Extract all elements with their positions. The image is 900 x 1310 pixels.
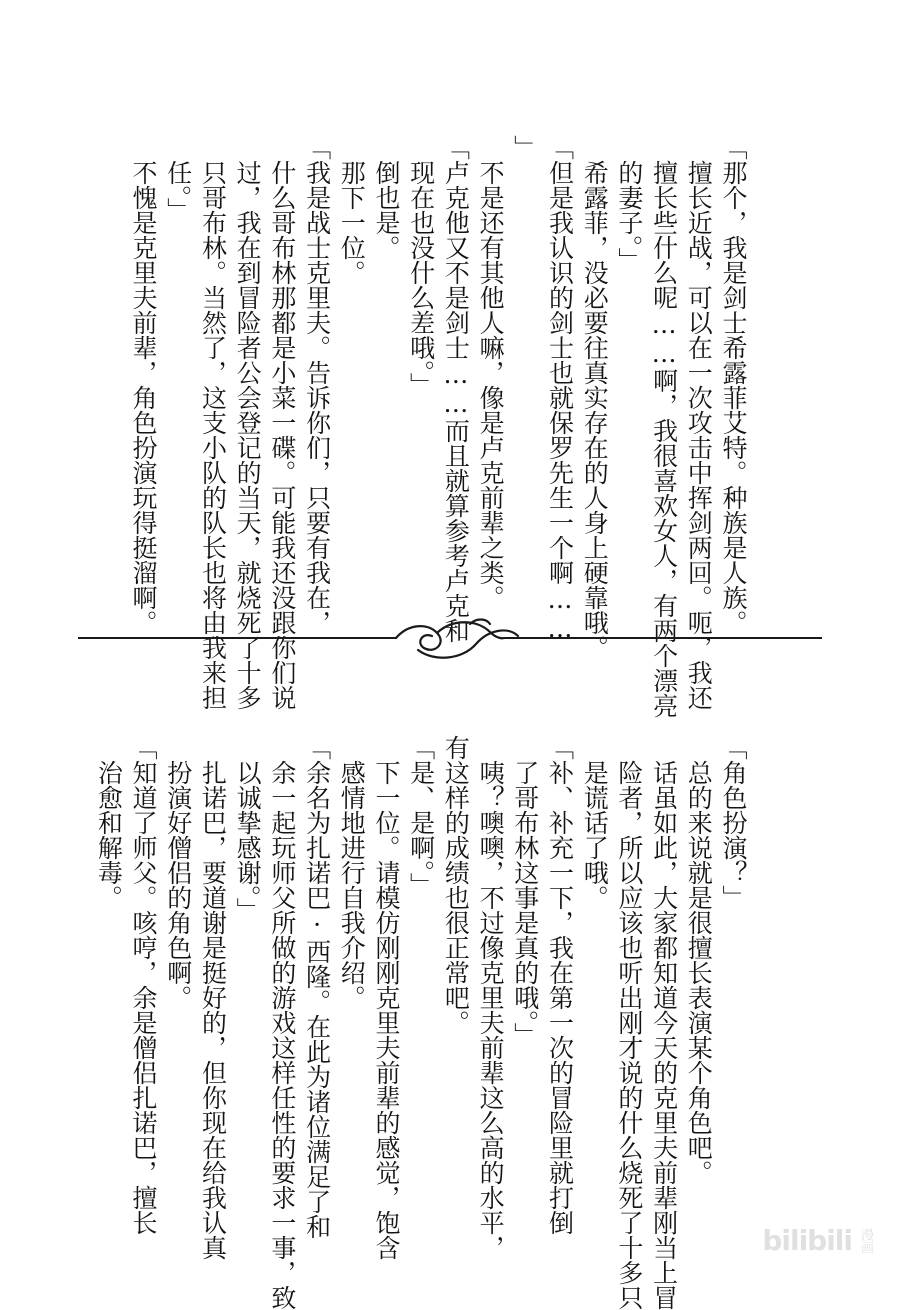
text-line: 什么哥布林那都是小菜一碟。可能我还没跟你们说: [267, 160, 297, 710]
text-line: 「角色扮演？」: [719, 735, 748, 910]
text-line: 「但是我认识的剑士也就保罗先生一个啊……: [545, 135, 575, 643]
watermark-sub-text: 漫画: [858, 1227, 873, 1254]
text-line: 不愧是克里夫前辈，角色扮演玩得挺溜啊。: [129, 160, 159, 635]
text-line: 总的来说就是很擅长表演某个角色吧。: [684, 760, 714, 1185]
text-line: 「余名为扎诺巴·西隆。在此为诸位满足了和: [302, 735, 332, 1239]
text-line: 只哥布林。当然了，这支小队的队长也将由我来担: [198, 160, 228, 710]
text-line: 余一起玩师父所做的游戏这样任性的要求一事，致: [267, 760, 297, 1310]
text-line: 有这样的成绩也很正常吧。: [441, 735, 471, 1035]
bilibili-watermark: [762, 1224, 872, 1257]
text-line: 了哥布林这事是真的哦。」: [510, 760, 540, 1048]
text-line: 扮演好僧侣的角色啊。: [163, 760, 193, 1010]
ornamental-divider: [78, 610, 822, 670]
text-line: 治愈和解毒。: [94, 760, 124, 910]
text-line: 过，我在到冒险者公会登记的当天，就烧死了十多: [233, 160, 263, 710]
text-line: 险者，所以应该也听出刚才说的什么烧死了十多只: [614, 760, 644, 1310]
text-line: 「是、是啊。」: [406, 735, 436, 898]
text-line: 「知道了师父。咳哼，余是僧侣扎诺巴，擅长: [129, 735, 159, 1235]
text-line: 「我是战士克里夫。告诉你们，只要有我在，: [302, 135, 332, 635]
text-line: 不是还有其他人嘛，像是卢克前辈之类。: [476, 160, 506, 610]
text-line: 任。」: [163, 160, 193, 223]
text-line: 的妻子。」: [614, 160, 644, 273]
text-line: 感情地进行自我介绍。: [337, 760, 367, 1010]
text-line: 下一位。请模仿刚刚克里夫前辈的感觉，饱含: [371, 760, 401, 1260]
text-line: 「那个，我是剑士希露菲艾特。种族是人族。: [719, 135, 748, 635]
text-line: 「补、补充一下，我在第一次的冒险里就打倒: [545, 735, 575, 1235]
watermark-logo-text: bilibili: [762, 1224, 852, 1257]
text-block-upper: [129, 135, 750, 718]
text-line: 擅长近战，可以在一次攻击中挥剑两回。呃，我还: [684, 160, 714, 710]
text-line: 那下一位。: [337, 160, 367, 285]
text-line: 现在也没什么差哦。」: [406, 160, 436, 398]
text-line: 扎诺巴，要道谢是挺好的，但你现在给我认真: [198, 760, 228, 1260]
text-line: 」: [510, 135, 540, 160]
text-block-lower: [94, 735, 750, 1310]
text-line: 话虽如此，大家都知道今天的克里夫前辈刚当上冒: [649, 760, 679, 1310]
text-line: 咦？噢噢，不过像克里夫前辈这么高的水平，: [476, 760, 506, 1260]
text-line: 是谎话了哦。: [580, 760, 610, 910]
text-line: 「卢克他又不是剑士……而且就算参考卢克和: [441, 135, 471, 643]
text-line: 以诚挚感谢。」: [233, 760, 263, 923]
text-line: 擅长些什么呢……啊，我很喜欢女人，有两个漂亮: [649, 160, 679, 718]
text-line: 希露菲，没必要往真实存在的人身上硬靠哦。: [580, 160, 610, 660]
text-line: 倒也是。: [371, 160, 401, 260]
